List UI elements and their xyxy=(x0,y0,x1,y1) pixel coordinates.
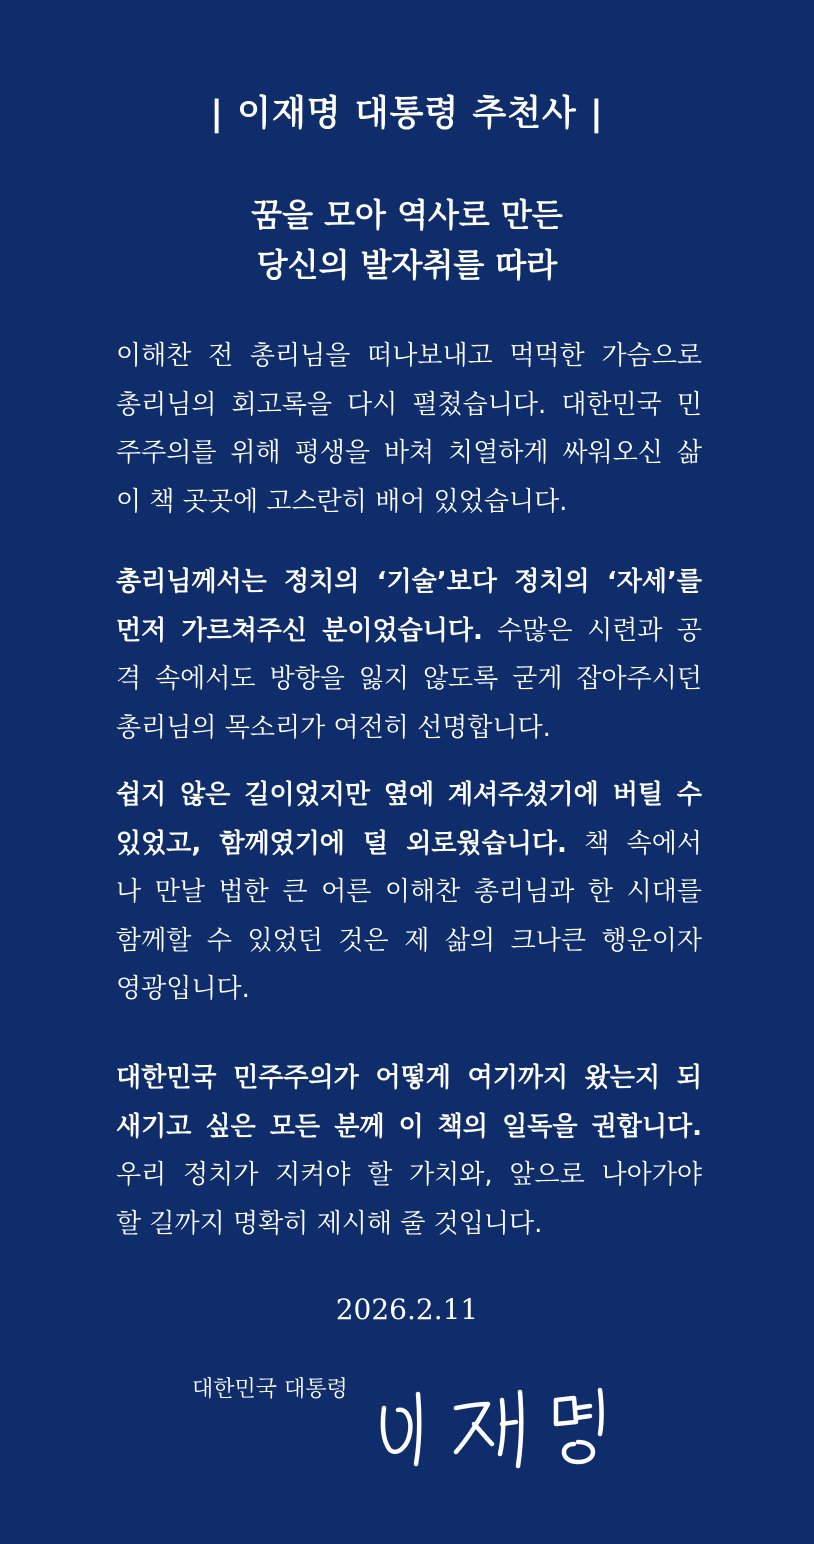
body-text-segment: 주주의를 위해 평생을 바쳐 치열하게 싸워오신 삶 xyxy=(116,438,702,468)
handwritten-signature xyxy=(370,1378,642,1470)
page-title: | 이재명 대통령 추천사 | xyxy=(210,94,604,134)
body-text-segment: 총리님의 회고록을 다시 펼쳤습니다. 대한민국 민 xyxy=(116,389,702,420)
paragraph-line xyxy=(116,332,702,381)
paragraph-line xyxy=(116,1151,702,1200)
paragraph-line xyxy=(116,868,702,917)
paragraph-3 xyxy=(116,771,702,1014)
body-text-segment: 책 속에서 xyxy=(566,828,702,859)
paragraph-line xyxy=(116,1200,702,1249)
paragraph-line xyxy=(116,429,702,478)
subtitle-line-1: 꿈을 모아 역사로 만든 xyxy=(251,196,563,234)
emphasized-text: 먼저 가르쳐주신 분이었습니다. xyxy=(116,615,483,646)
paragraph-line xyxy=(116,558,702,607)
body-text-segment: 함께할 수 있었던 것은 제 삶의 크나큰 행운이자 xyxy=(116,925,702,956)
emphasized-text: 새기고 싶은 모든 분께 이 책의 일독을 권합니다. xyxy=(116,1111,702,1142)
date: 2026.2.11 xyxy=(335,1293,479,1326)
paragraph-line xyxy=(116,655,702,704)
paragraph-line xyxy=(116,1054,702,1103)
body-text-segment: 격 속에서도 방향을 잃지 않도록 굳게 잡아주시던 xyxy=(116,664,702,694)
paragraph-line xyxy=(116,820,702,869)
emphasized-text: 있었고, 함께였기에 덜 외로웠습니다. xyxy=(116,828,567,859)
body-text-segment: 나 만날 법한 큰 어른 이해찬 총리님과 한 시대를 xyxy=(116,877,702,907)
paragraph-4 xyxy=(116,1054,702,1248)
paragraph-line xyxy=(116,771,702,820)
emphasized-text: 총리님께서는 정치의 ‘기술’보다 정치의 ‘자세’를 xyxy=(116,567,702,597)
paragraph-2 xyxy=(116,558,702,752)
body-text-segment: 총리님의 목소리가 여전히 선명합니다. xyxy=(116,712,551,743)
paragraph-line xyxy=(116,1103,702,1152)
body-text-segment: 이해찬 전 총리님을 떠나보내고 먹먹한 가슴으로 xyxy=(116,341,702,371)
paragraph-line xyxy=(116,917,702,966)
paragraph-line xyxy=(116,965,702,1014)
paragraph-line xyxy=(116,478,702,527)
signature-label: 대한민국 대통령 xyxy=(192,1377,348,1402)
paragraph-line xyxy=(116,704,702,753)
body-text-segment: 우리 정치가 지켜야 할 가치와, 앞으로 나아가야 xyxy=(116,1160,702,1190)
body-text-segment: 할 길까지 명확히 제시해 줄 것입니다. xyxy=(116,1208,543,1239)
body-text-segment: 이 책 곳곳에 고스란히 배어 있었습니다. xyxy=(116,486,568,517)
emphasized-text: 대한민국 민주주의가 어떻게 여기까지 왔는지 되 xyxy=(116,1063,702,1093)
subtitle xyxy=(0,190,814,290)
paragraph-line xyxy=(116,381,702,430)
body-text-segment: 수많은 시련과 공 xyxy=(482,615,702,646)
subtitle-line-2: 당신의 발자취를 따라 xyxy=(256,246,558,284)
emphasized-text: 쉽지 않은 길이었지만 옆에 계셔주셨기에 버틸 수 xyxy=(116,780,702,810)
paragraph-1 xyxy=(116,332,702,526)
paragraph-line xyxy=(116,607,702,656)
body-text-segment: 영광입니다. xyxy=(116,974,250,1004)
